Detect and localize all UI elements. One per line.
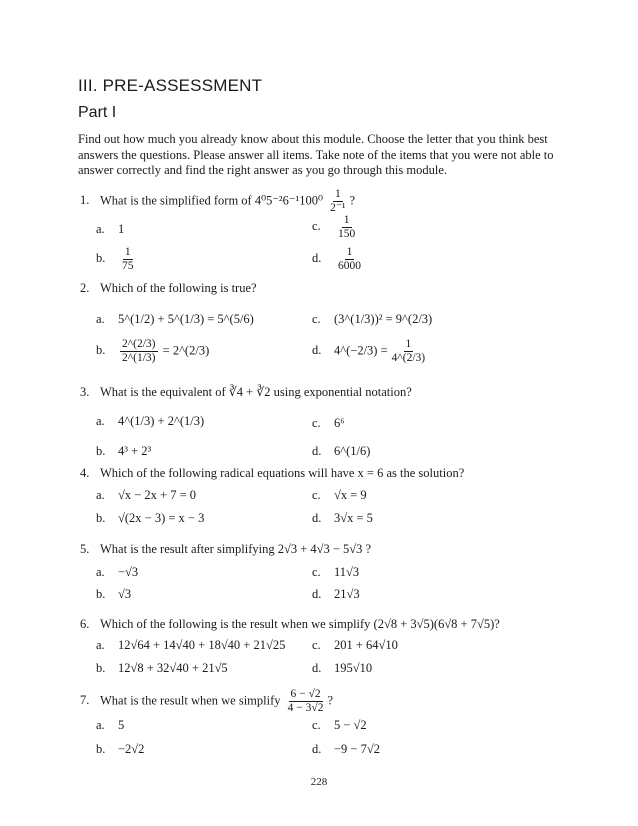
q4-option-b[interactable]: b. √(2x − 3) = x − 3 [96, 511, 205, 525]
q6-option-a[interactable]: a. 12√64 + 14√40 + 18√40 + 21√25 [96, 638, 286, 652]
q2-option-c[interactable]: c. (3^(1/3))² = 9^(2/3) [312, 312, 433, 326]
q4-option-a[interactable]: a. √x − 2x + 7 = 0 [96, 488, 197, 502]
q7-option-a[interactable]: a. 5 [96, 718, 125, 732]
q7-fraction: $\frac{6 - √2}{4 - 3√2}$ [287, 688, 324, 714]
q7-option-d[interactable]: d. −9 − 7√2 [312, 742, 380, 756]
part-heading: Part I [78, 104, 117, 121]
q1-option-c[interactable]: c. $\frac{1}{150}$ [312, 214, 356, 240]
q3-option-d[interactable]: d. 6^(1/6) [312, 444, 371, 458]
q1-option-d[interactable]: d. $\frac{1}{6000}$ [312, 246, 361, 272]
q3-option-a[interactable]: a. 4^(1/3) + 2^(1/3) [96, 414, 205, 428]
question-7: 7. What is the result when we simplify $\frac{6 - √2}{4 - 3√2}$ ? [80, 688, 334, 714]
question-3: 3. What is the equivalent of ∛4 + ∛2 using exponential notation? [80, 385, 412, 399]
q7-option-b[interactable]: b. −2√2 [96, 742, 145, 756]
q2-option-b[interactable]: b. $\frac{2\^{}(2/3)}{2\^{}(1/3)}$ = 2^(2/3) [96, 338, 210, 364]
question-2: 2. Which of the following is true? [80, 281, 257, 295]
q3-option-c[interactable]: c. 6⁶ [312, 416, 345, 430]
instructions-paragraph: Find out how much you already know about this module. Choose the letter that you think best answers the questions. Please answer all items. Take note of the items that you were not able to answer correctly and find the right answer as you go through this module. [78, 132, 554, 177]
q4-option-d[interactable]: d. 3√x = 5 [312, 511, 373, 525]
q5-option-a[interactable]: a. −√3 [96, 565, 139, 579]
question-4: 4. Which of the following radical equations will have x = 6 as the solution? [80, 466, 465, 480]
question-1: 1. What is the simplified form of 4⁰5⁻²6⁻¹100⁰ $\frac{1}{\text{2⁻¹}}$ ? [80, 188, 356, 214]
question-5: 5. What is the result after simplifying 2√3 + 4√3 − 5√3 ? [80, 542, 372, 556]
q7-option-c[interactable]: c. 5 − √2 [312, 718, 367, 732]
q6-option-c[interactable]: c. 201 + 64√10 [312, 638, 398, 652]
q2-option-d[interactable]: d. 4^(−2/3) = $\frac{1}{4\^{}(2/3)}$ [312, 338, 426, 364]
section-heading: III. PRE-ASSESSMENT [78, 76, 263, 95]
q6-option-b[interactable]: b. 12√8 + 32√40 + 21√5 [96, 661, 228, 675]
q3-option-b[interactable]: b. 4³ + 2³ [96, 444, 152, 458]
q2-option-a[interactable]: a. 5^(1/2) + 5^(1/3) = 5^(5/6) [96, 312, 254, 326]
q1-fraction: $\frac{1}{\text{2⁻¹}}$ [330, 188, 346, 214]
q6-option-d[interactable]: d. 195√10 [312, 661, 373, 675]
q1-option-a[interactable]: a. 1 [96, 222, 125, 236]
q1-option-b[interactable]: b. $\frac{1}{75}$ [96, 246, 134, 272]
q5-option-b[interactable]: b. √3 [96, 587, 132, 601]
page-number: 228 [310, 776, 328, 788]
q5-option-d[interactable]: d. 21√3 [312, 587, 360, 601]
question-6: 6. Which of the following is the result when we simplify (2√8 + 3√5)(6√8 + 7√5)? [80, 617, 500, 631]
q5-option-c[interactable]: c. 11√3 [312, 565, 360, 579]
q4-option-c[interactable]: c. √x = 9 [312, 488, 367, 502]
